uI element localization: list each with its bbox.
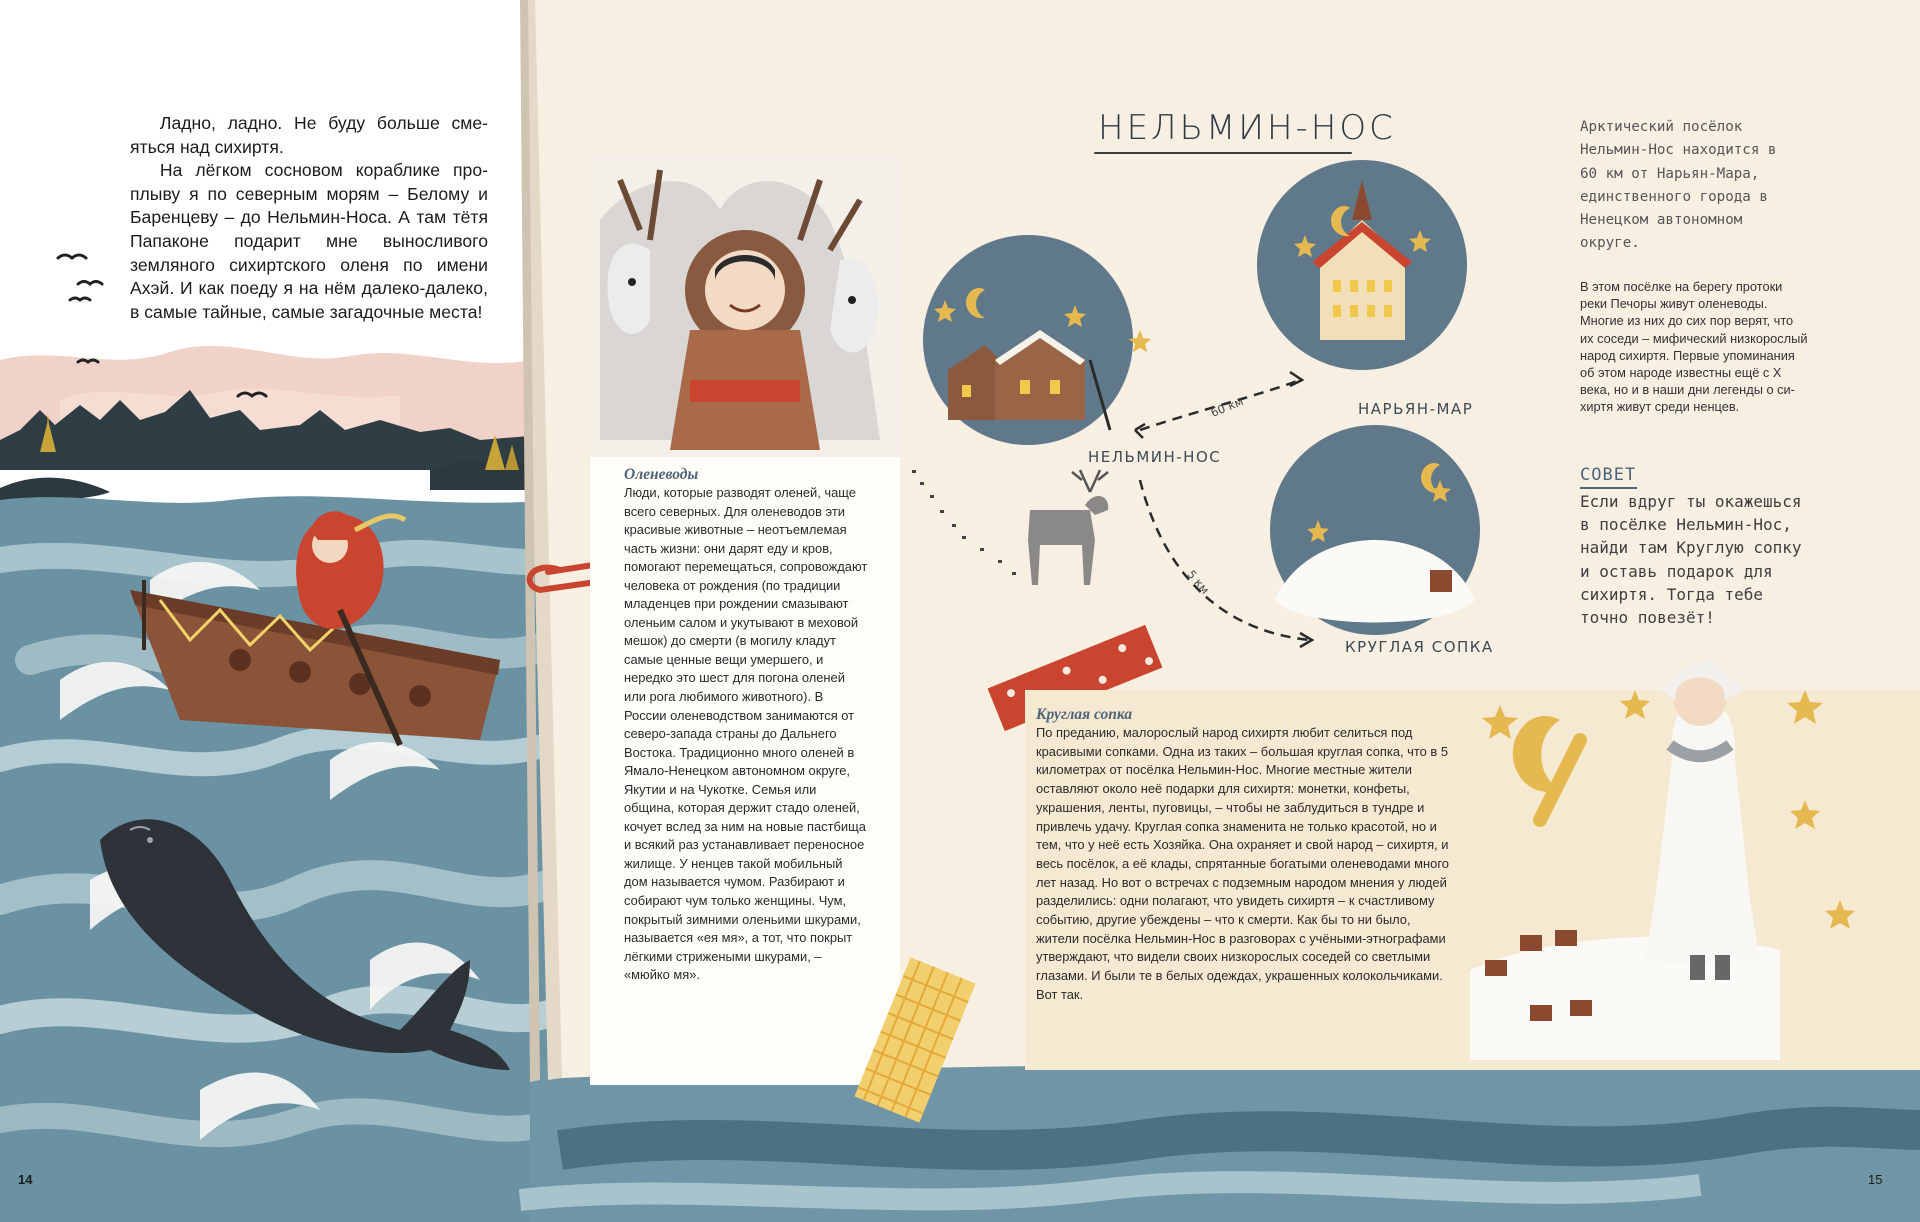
reindeer-herders-text: Люди, которые разводят оленей, чаще всего северных. Для оленеводов эти красивые животные – неотъемлемая часть жизни: они дарят еду и кров, помогают перемещаться, сопровождают человека от рождения (по традиции младенцев при рождении смазывают оленьим салом и укутывают в меховой мешок) до смерти (в могилу кладут самые ценные вещи умершего, и нередко это шест для погона оленей или рога любимого животного). В России оленеводством занимаются от северо-запада страны до Дальнего Востока. Традиционно много оленей в Ямало-Ненецком автономном округе, Якутии и на Чукотке. Семья или община, которая держит стадо оленей, кочует вслед за ним на новые пастбища и всякий раз устанавливает переносное жилище. У ненцев такой мобильный дом называется чумом. Разбирают и собирают чум только женщины. Чум, покрытый зимними оленьими шкурами, называется «ея мя», а тот, что покрыт лёгкими стрижеными шкурами, – «мюйко мя». (624, 485, 868, 983)
advice-text: Если вдруг ты окажешься в посёлке Нельмин-Нос, найди там Круглую сопку и оставь подарок для сихиртя. Тогда тебе точно повезёт! (1580, 492, 1802, 628)
left-paragraph-2: На лёгком сосновом кораблике проплыву я по северным морям – Белому и Баренцеву – до Нельмин-Носа. А там тётя Папаконе подарит мне выносливого земляного сихиртского оленя по имени Ахэй. И как поеду я на нём далеко-далеко, в самые тайные, самые загадочные места! (130, 160, 488, 322)
left-page-text (130, 112, 488, 324)
advice-title: СОВЕТ (1580, 465, 1637, 485)
page-number-right: 15 (1868, 1172, 1883, 1187)
arctic-intro-text: Арктический посёлок Нельмин-Нос находится в 60 км от Нарьян-Мара, единственного города в Ненецком автономном округе. (1580, 119, 1777, 252)
round-hill-title: Круглая сопка (1036, 706, 1133, 723)
page-title: НЕЛЬМИН-НОС (1098, 108, 1396, 148)
reindeer-herders-title: Оленеводы (624, 466, 699, 483)
page-number-left: 14 (18, 1172, 33, 1187)
map-label-naryan-mar: НАРЬЯН-МАР (1358, 400, 1474, 418)
distance-60km: 60 км (1208, 394, 1246, 420)
title-underline (1094, 152, 1352, 154)
arctic-body-text: В этом посёлке на берегу протоки реки Печоры живут оленеводы. Многие из них до сих пор верят, что их соседи – мифический низкорослый народ сихиртя. Первые упоминания об этом народе известны ещё с X века, но и в наши дни легенды о сихиртя живут среди ненцев. (1580, 279, 1808, 415)
left-paragraph-1: Ладно, ладно. Не буду больше смеяться над сихиртя. (130, 113, 488, 157)
distance-5km: 5 км (1184, 567, 1213, 597)
map-label-round-hill: КРУГЛАЯ СОПКА (1345, 638, 1494, 656)
map-label-nelmin-nos: НЕЛЬМИН-НОС (1088, 448, 1222, 466)
advice-underline (1580, 487, 1637, 489)
round-hill-text: По преданию, малорослый народ сихиртя любит селиться под красивыми сопками. Одна из таких – большая круглая сопка, что в 5 километрах от посёлка Нельмин-Нос. Многие местные жители оставляют около неё подарки для сихиртя: монетки, конфеты, украшения, ленты, пуговицы, – чтобы не заблудиться в тундре и привлечь удачу. Круглая сопка знаменита не только красотой, но и тем, что у неё есть Хозяйка. Она охраняет и свой народ – сихиртя, и весь посёлок, а её клады, спрятанные богатыми оленеводами много лет назад. Но вот о встречах с подземным народом мнения у людей разделились: одни полагают, что увидеть сихиртя – к счастливому событию, другие убеждены – что к смерти. Как бы то ни было, жители посёлка Нельмин-Нос в разговорах с учёными-этнографами утверждают, что видели своих низкорослых соседей со светлыми глазами. И были те в белых одеждах, украшенных колокольчиками. Вот так. (1036, 725, 1449, 1002)
